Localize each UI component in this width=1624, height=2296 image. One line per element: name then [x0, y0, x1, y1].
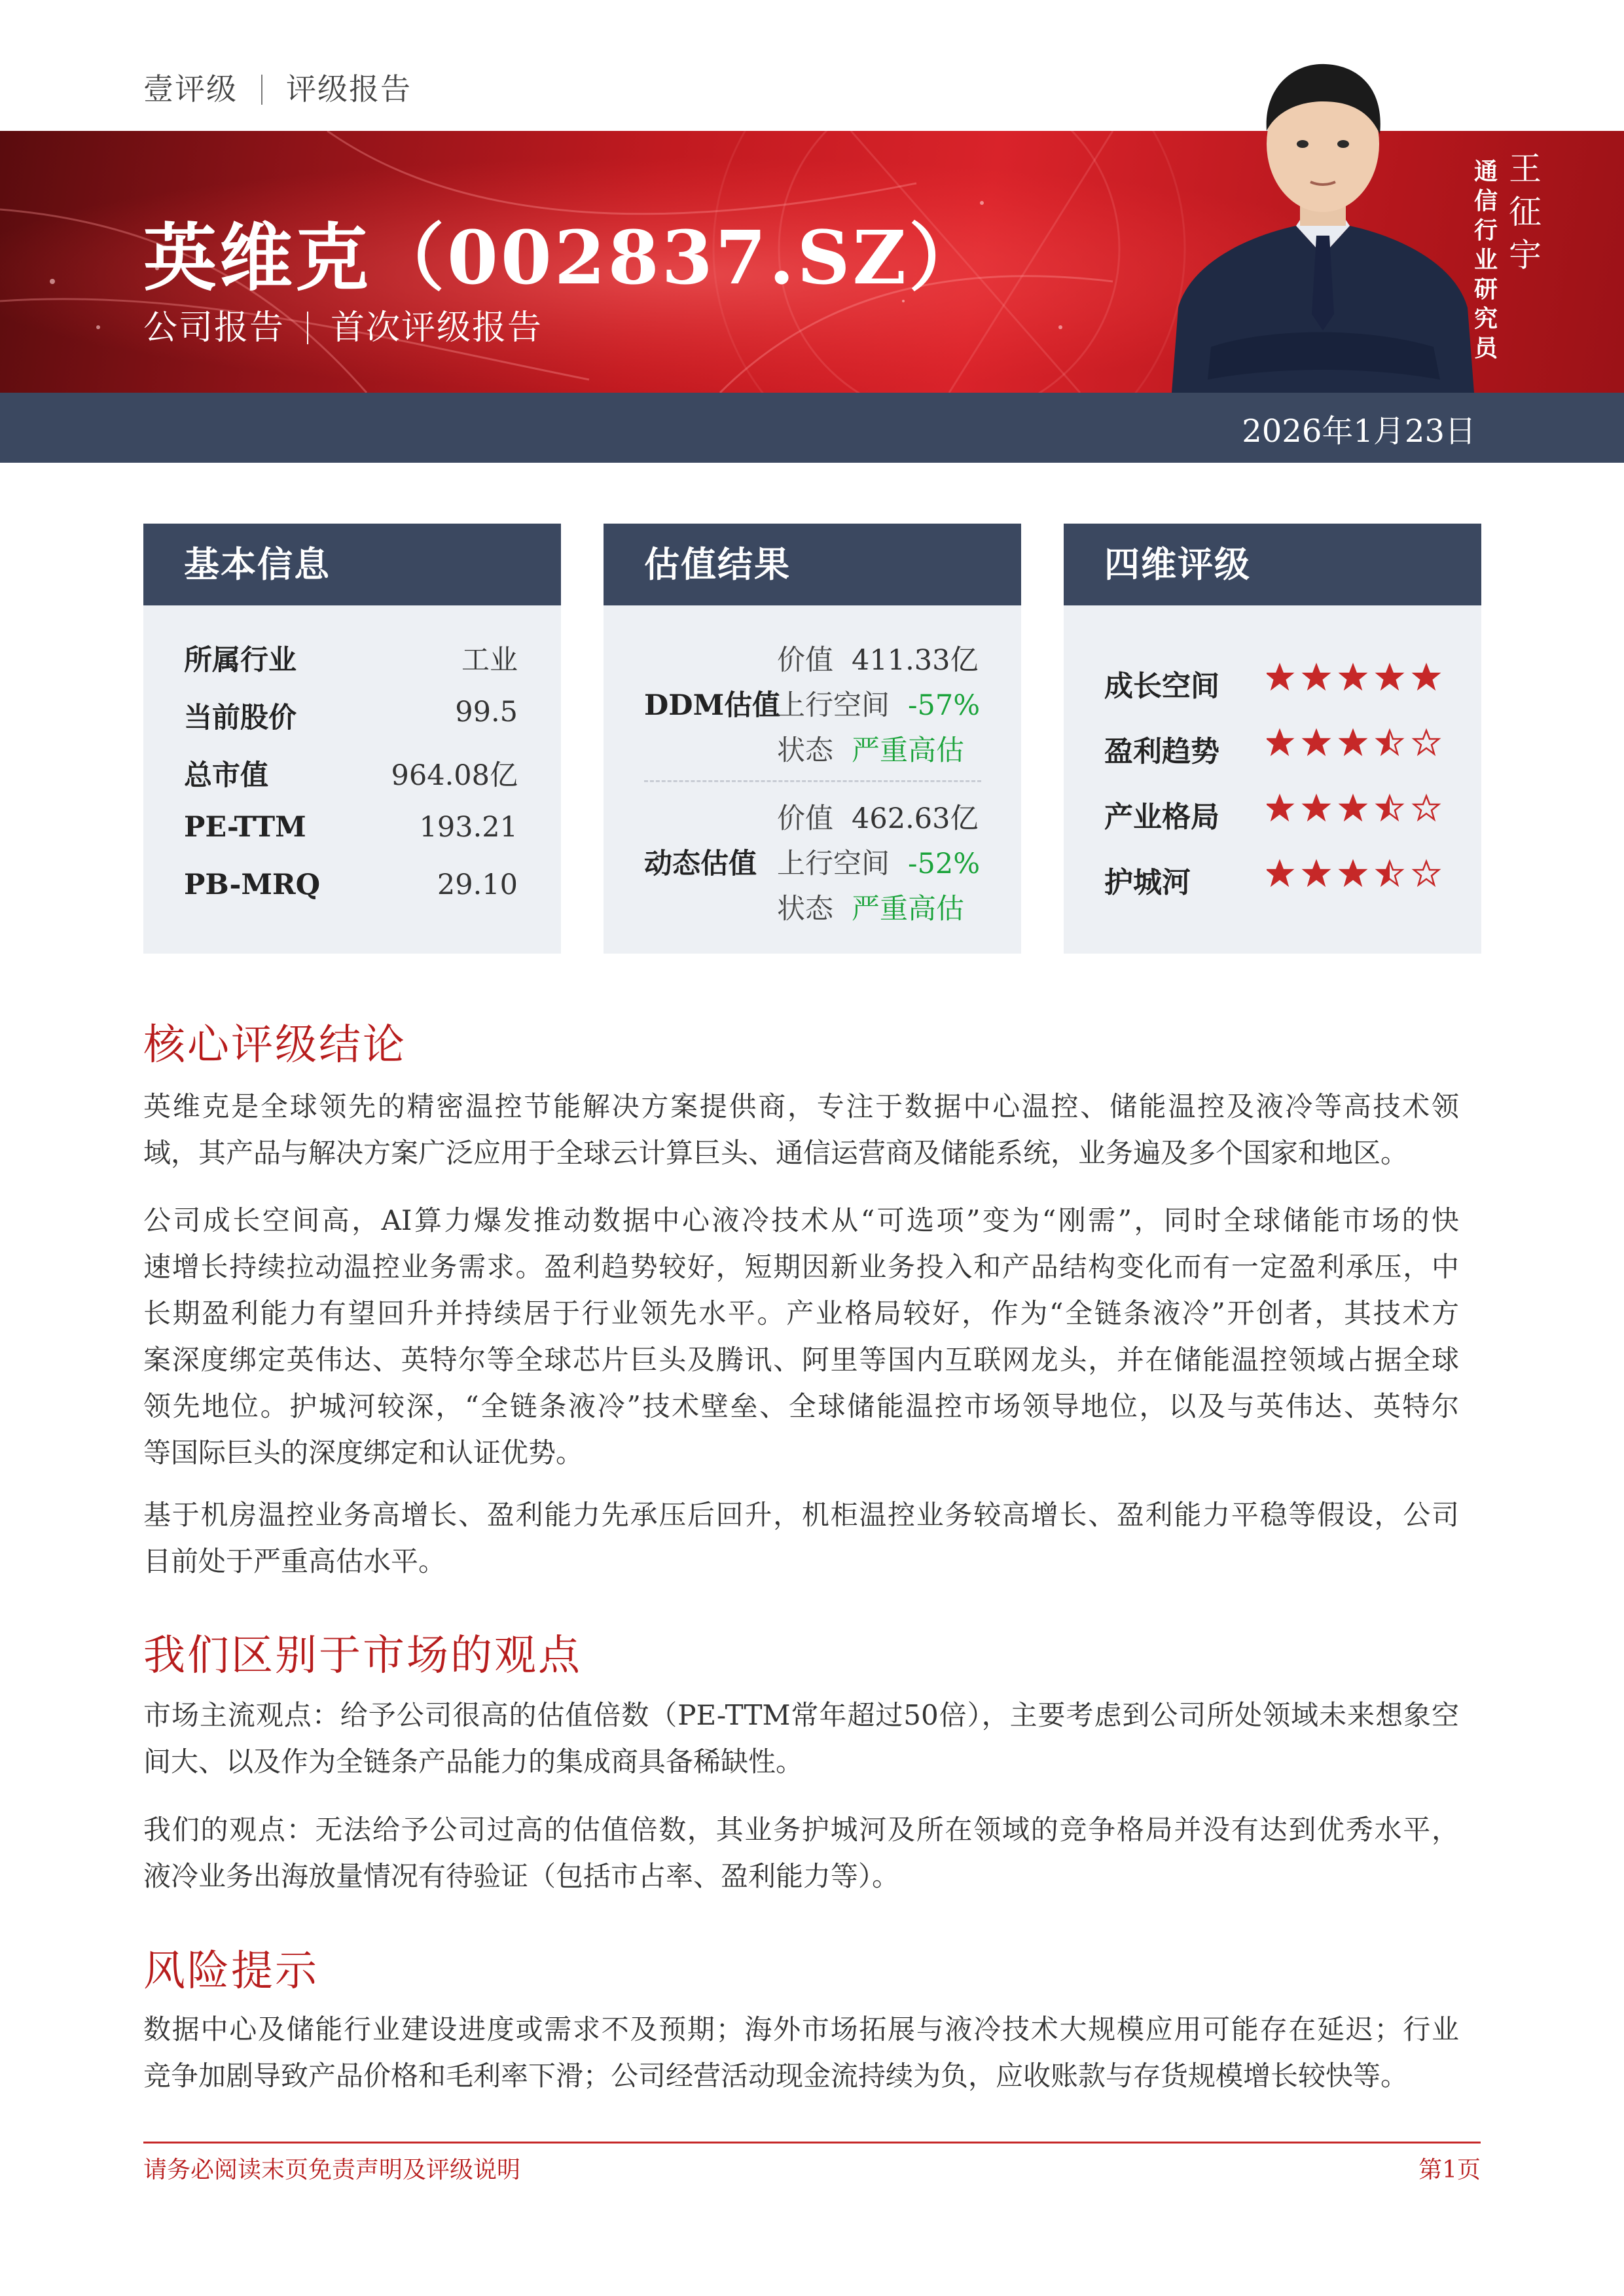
- star-full-icon: [1304, 861, 1329, 885]
- valuation-card: [604, 524, 1021, 954]
- rating-label: 产业格局: [1104, 800, 1219, 834]
- conclusion-paragraph-2: [143, 1197, 1459, 1476]
- star-empty-icon: [1414, 796, 1439, 819]
- star-half-icon: [1377, 796, 1402, 819]
- paragraph-line: 基于机房温控业务高增长、盈利能力先承压后回升，机柜温控业务较高增长、盈利能力平稳等假设，公司: [143, 1499, 1459, 1531]
- view-paragraph-1: [143, 1692, 1459, 1785]
- valuation-value-row: [777, 797, 978, 836]
- status-value: 严重高估: [852, 893, 964, 925]
- paragraph-line: 我们的观点：无法给予公司过高的估值倍数，其业务护城河及所在领域的竞争格局并没有达到优秀水平，: [143, 1814, 1459, 1846]
- report-subtitle: [143, 300, 543, 349]
- info-value: 工业: [461, 644, 518, 677]
- rating-card: [1064, 524, 1481, 954]
- paragraph-line: 数据中心及储能行业建设进度或需求不及预期；海外市场拓展与液冷技术大规模应用可能存在延迟；行业: [143, 2013, 1459, 2045]
- star-full-icon: [1304, 730, 1329, 754]
- info-value: 29.10: [437, 869, 518, 901]
- valuation-value-row: [777, 638, 978, 678]
- valuation-upside-row: [777, 683, 980, 723]
- section-title-conclusion: 核心评级结论: [143, 1021, 406, 1069]
- info-value: 964.08亿: [391, 759, 518, 792]
- valuation-divider: [644, 780, 981, 782]
- paragraph-line: 案深度绑定英伟达、英特尔等全球芯片巨头及腾讯、阿里等国内互联网龙头，并在储能温控领域占据全球: [143, 1344, 1459, 1376]
- star-full-icon: [1341, 665, 1365, 689]
- star-full-icon: [1341, 861, 1365, 885]
- value-label: 价值: [777, 802, 833, 835]
- paragraph-line: 间大、以及作为全链条产品能力的集成商具备稀缺性。: [143, 1746, 804, 1778]
- star-rating: [1267, 728, 1450, 761]
- footer-disclaimer[interactable]: 请务必阅读末页免责声明及评级说明: [143, 2157, 521, 2183]
- info-key: PB-MRQ: [184, 869, 321, 901]
- star-full-icon: [1267, 861, 1292, 885]
- paragraph-line: 长期盈利能力有望回升并持续居于行业领先水平。产业格局较好，作为“全链条液冷”开创者，其技术方: [143, 1297, 1459, 1329]
- paragraph-line: 英维克是全球领先的精密温控节能解决方案提供商，专注于数据中心温控、储能温控及液冷等高技术领: [143, 1090, 1459, 1122]
- report-subtype: 首次评级报告: [331, 308, 543, 348]
- analyst-title: 通信行业研究员: [1473, 158, 1498, 362]
- star-empty-icon: [1414, 730, 1439, 754]
- star-full-icon: [1341, 730, 1365, 754]
- star-full-icon: [1267, 796, 1292, 819]
- section-title-risk: 风险提示: [143, 1947, 319, 1996]
- upside-value: -52%: [908, 848, 981, 880]
- paragraph-line: 域，其产品与解决方案广泛应用于全球云计算巨头、通信运营商及储能系统，业务遍及多个国家和地区。: [143, 1137, 1409, 1169]
- valuation-method-label: 动态估值: [644, 848, 757, 880]
- conclusion-paragraph-3: [143, 1492, 1459, 1585]
- paragraph-line: 公司成长空间高，AI算力爆发推动数据中心液冷技术从“可选项”变为“刚需”，同时全球储能市场的快: [143, 1204, 1459, 1236]
- section-title-view: 我们区别于市场的观点: [143, 1632, 582, 1680]
- star-full-icon: [1377, 665, 1402, 689]
- report-date: 2026年1月23日: [1242, 413, 1476, 450]
- paragraph-line: 液冷业务出海放量情况有待验证（包括市占率、盈利能力等）。: [143, 1860, 900, 1892]
- status-label: 状态: [777, 734, 833, 767]
- star-half-icon: [1377, 861, 1402, 885]
- paragraph-line: 竞争加剧导致产品价格和毛利率下滑；公司经营活动现金流持续为负，应收账款与存货规模增长较快等。: [143, 2060, 1409, 2092]
- info-key: 总市值: [184, 759, 268, 792]
- risk-paragraph: [143, 2006, 1459, 2099]
- brand-line: [143, 65, 412, 109]
- paragraph-line: 领先地位。护城河较深，“全链条液冷”技术壁垒、全球储能温控市场领导地位，以及与英伟达、英特尔: [143, 1390, 1459, 1422]
- paragraph-line: 等国际巨头的深度绑定和认证优势。: [143, 1437, 584, 1469]
- report-title: 英维克（002837.SZ）: [143, 215, 985, 301]
- paragraph-line: 市场主流观点：给予公司很高的估值倍数（PE-TTM常年超过50倍），主要考虑到公司所处领域未来想象空: [143, 1699, 1459, 1731]
- analyst-name: 王征宇: [1509, 150, 1542, 274]
- star-full-icon: [1341, 796, 1365, 819]
- value-amount: 462.63亿: [852, 802, 979, 835]
- rating-label: 护城河: [1104, 866, 1191, 899]
- brand-section: 评级报告: [286, 71, 412, 107]
- star-full-icon: [1304, 796, 1329, 819]
- valuation-status-row: [777, 887, 964, 927]
- basic-info-heading: 基本信息: [143, 524, 561, 605]
- valuation-status-row: [777, 728, 964, 768]
- analyst-photo: [1172, 39, 1474, 393]
- valuation-heading: 估值结果: [604, 524, 1021, 605]
- info-key: 所属行业: [184, 644, 297, 677]
- upside-label: 上行空间: [777, 848, 890, 880]
- footer-rule: [143, 2142, 1481, 2144]
- subtitle-divider: [307, 312, 308, 344]
- star-empty-icon: [1414, 861, 1439, 885]
- star-full-icon: [1414, 665, 1439, 689]
- star-rating: [1267, 859, 1450, 891]
- info-value: 99.5: [455, 696, 518, 728]
- star-full-icon: [1304, 665, 1329, 689]
- rating-label: 盈利趋势: [1104, 735, 1219, 768]
- upside-value: -57%: [908, 689, 981, 722]
- star-full-icon: [1267, 665, 1292, 689]
- valuation-upside-row: [777, 842, 980, 882]
- info-value: 193.21: [419, 811, 518, 844]
- conclusion-paragraph-1: [143, 1083, 1459, 1176]
- rating-label: 成长空间: [1104, 670, 1219, 703]
- star-rating: [1267, 662, 1450, 695]
- report-type: 公司报告: [143, 308, 285, 348]
- rating-heading: 四维评级: [1064, 524, 1481, 605]
- view-paragraph-2: [143, 1806, 1459, 1899]
- value-label: 价值: [777, 644, 833, 677]
- brand-name: 壹评级: [143, 71, 238, 107]
- basic-info-card: [143, 524, 561, 954]
- status-value: 严重高估: [852, 734, 964, 767]
- info-key: PE-TTM: [184, 811, 306, 844]
- paragraph-line: 速增长持续拉动温控业务需求。盈利趋势较好，短期因新业务投入和产品结构变化而有一定盈利承压，中: [143, 1251, 1459, 1283]
- valuation-method-label: DDM估值: [644, 689, 781, 722]
- star-half-icon: [1377, 730, 1402, 754]
- upside-label: 上行空间: [777, 689, 890, 722]
- status-label: 状态: [777, 893, 833, 925]
- star-rating: [1267, 793, 1450, 826]
- value-amount: 411.33亿: [852, 644, 979, 677]
- brand-divider: [261, 75, 262, 105]
- star-full-icon: [1267, 730, 1292, 754]
- page-number: 第1页: [1418, 2157, 1481, 2183]
- paragraph-line: 目前处于严重高估水平。: [143, 1545, 446, 1577]
- info-key: 当前股价: [184, 702, 297, 734]
